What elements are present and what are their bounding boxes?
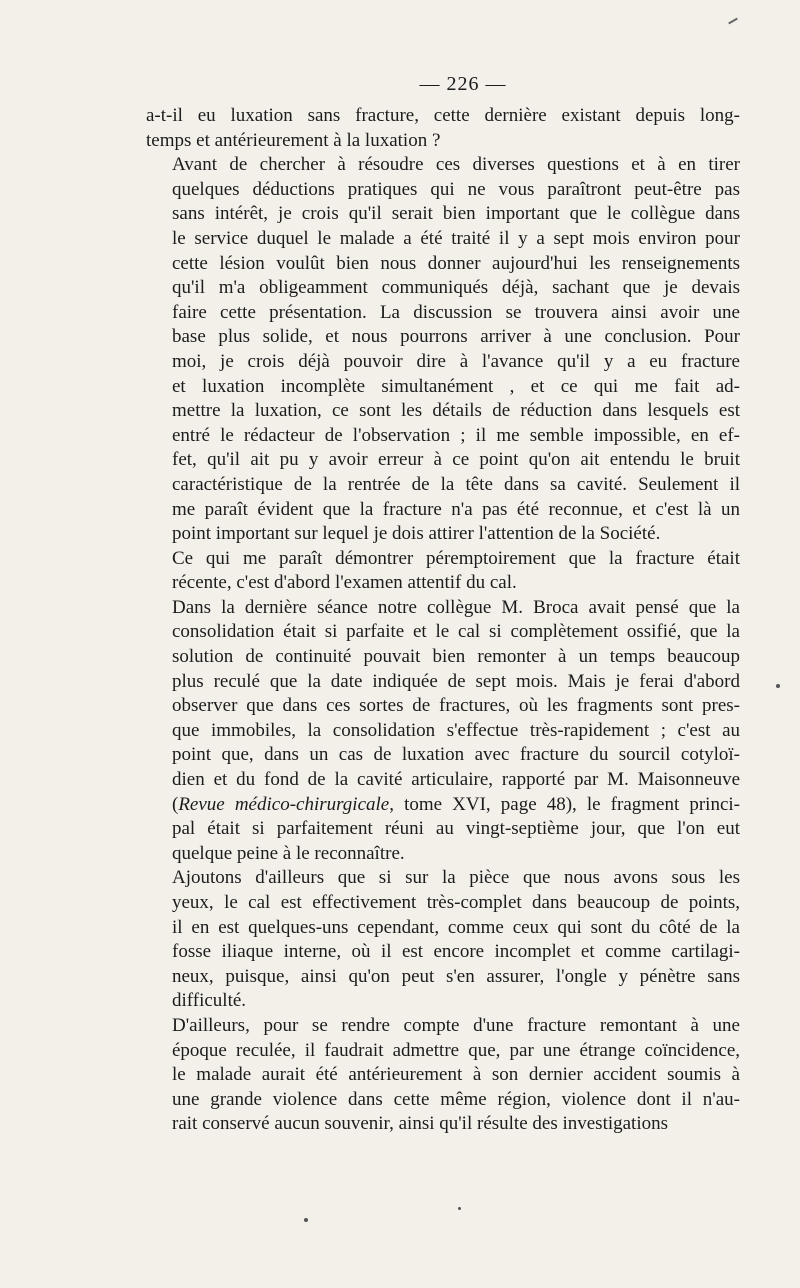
text-line: base plus solide, et nous pourrons arriver à une conclusion. Pour <box>172 326 740 348</box>
paragraph <box>146 104 740 153</box>
text-line: faire cette présentation. La discussion se trouvera ainsi avoir une <box>172 301 740 323</box>
text-line: Dans la dernière séance notre collègue M. Broca avait pensé que la <box>172 596 740 618</box>
text-line: le service duquel le malade a été traité il y a sept mois environ pour <box>172 227 740 249</box>
ink-speck <box>458 1207 461 1210</box>
scan-mark <box>728 18 738 25</box>
paragraph <box>146 866 740 1014</box>
text-line: cette lésion voulût bien nous donner aujourd'hui les renseignements <box>172 252 740 274</box>
text-line: il en est quelques-uns cependant, comme ceux qui sont du côté de la <box>172 916 740 938</box>
text-line: observer que dans ces sortes de fractures, où les fragments sont pres- <box>172 695 740 717</box>
text-line: neux, puisque, ainsi qu'on peut s'en assurer, l'ongle y pénètre sans <box>172 965 740 987</box>
text-line: me paraît évident que la fracture n'a pas été reconnue, et c'est là un <box>172 498 740 520</box>
journal-title: Revue médico-chirurgicale <box>178 793 390 815</box>
text-line: temps et antérieurement à la luxation ? <box>146 129 441 151</box>
paragraph <box>146 596 740 867</box>
text-line: plus reculé que la date indiquée de sept mois. Mais je ferai d'abord <box>172 670 740 692</box>
text-line: Ajoutons d'ailleurs que si sur la pièce que nous avons sous les <box>172 867 740 889</box>
text-line: moi, je crois déjà pouvoir dire à l'avance qu'il y a eu fracture <box>172 350 740 372</box>
text-line: fosse iliaque interne, où il est encore incomplet et comme cartilagi- <box>172 941 740 963</box>
text-line: point que, dans un cas de luxation avec fracture du sourcil cotyloï- <box>172 744 740 766</box>
text-line: a-t-il eu luxation sans fracture, cette dernière existant depuis long- <box>146 105 740 126</box>
body-text <box>146 104 740 1137</box>
text-line: quelque peine à le reconnaître. <box>172 842 405 864</box>
text-line: solution de continuité pouvait bien remonter à un temps beaucoup <box>172 646 740 668</box>
text-line: yeux, le cal est effectivement très-complet dans beaucoup de points, <box>172 892 740 913</box>
text-line: sans intérêt, je crois qu'il serait bien important que le collègue dans <box>172 203 740 225</box>
text-line: Avant de chercher à résoudre ces diverses questions et à en tirer <box>172 154 740 176</box>
text-line: récente, c'est d'abord l'examen attentif du cal. <box>172 572 517 594</box>
paragraph <box>146 153 740 547</box>
text-line: point important sur lequel je dois attirer l'attention de la Société. <box>172 523 661 545</box>
paragraph <box>146 547 740 596</box>
text-line: quelques déductions pratiques qui ne vous paraîtront peut-être pas <box>172 178 740 200</box>
text-line: époque reculée, il faudrait admettre que, par une étrange coïncidence, <box>172 1039 740 1061</box>
text-line: rait conservé aucun souvenir, ainsi qu'il résulte des investigations <box>172 1113 669 1135</box>
text-line: difficulté. <box>172 990 247 1012</box>
page-number: — 226 — <box>419 73 507 95</box>
text-line: D'ailleurs, pour se rendre compte d'une fracture remontant à une <box>172 1014 740 1036</box>
text-line: (Revue médico-chirurgicale, tome XVI, page 48), le fragment princi- <box>172 793 740 815</box>
text-line: et luxation incomplète simultanément , et ce qui me fait ad- <box>172 375 740 397</box>
ink-speck <box>776 684 780 688</box>
text-line: dien et du fond de la cavité articulaire, rapporté par M. Maisonneuve <box>172 769 740 791</box>
text-line: pal était si parfaitement réuni au vingt-septième jour, que l'on eut <box>172 818 740 840</box>
text-line: consolidation était si parfaite et le cal si complètement ossifié, que la <box>172 621 740 643</box>
text-line: caractéristique de la rentrée de la tête dans sa cavité. Seulement il <box>172 473 740 495</box>
text-line: mettre la luxation, ce sont les détails de réduction dans lesquels est <box>172 400 740 422</box>
text-line: qu'il m'a obligeamment communiqués déjà, sachant que je devais <box>172 277 740 299</box>
paragraph <box>146 1014 740 1137</box>
ink-speck <box>304 1218 308 1222</box>
text-line: entré le rédacteur de l'observation ; il me semble impossible, en ef- <box>172 424 740 446</box>
text-line: Ce qui me paraît démontrer péremptoirement que la fracture était <box>172 547 740 569</box>
text-line: le malade aurait été antérieurement à son dernier accident soumis à <box>172 1064 740 1086</box>
document-page <box>146 70 740 1137</box>
text-line: une grande violence dans cette même région, violence dont il n'au- <box>172 1088 740 1110</box>
text-line: que immobiles, la consolidation s'effectue très-rapidement ; c'est au <box>172 719 740 741</box>
text-line: fet, qu'il ait pu y avoir erreur à ce point qu'on ait entendu le bruit <box>172 449 740 471</box>
